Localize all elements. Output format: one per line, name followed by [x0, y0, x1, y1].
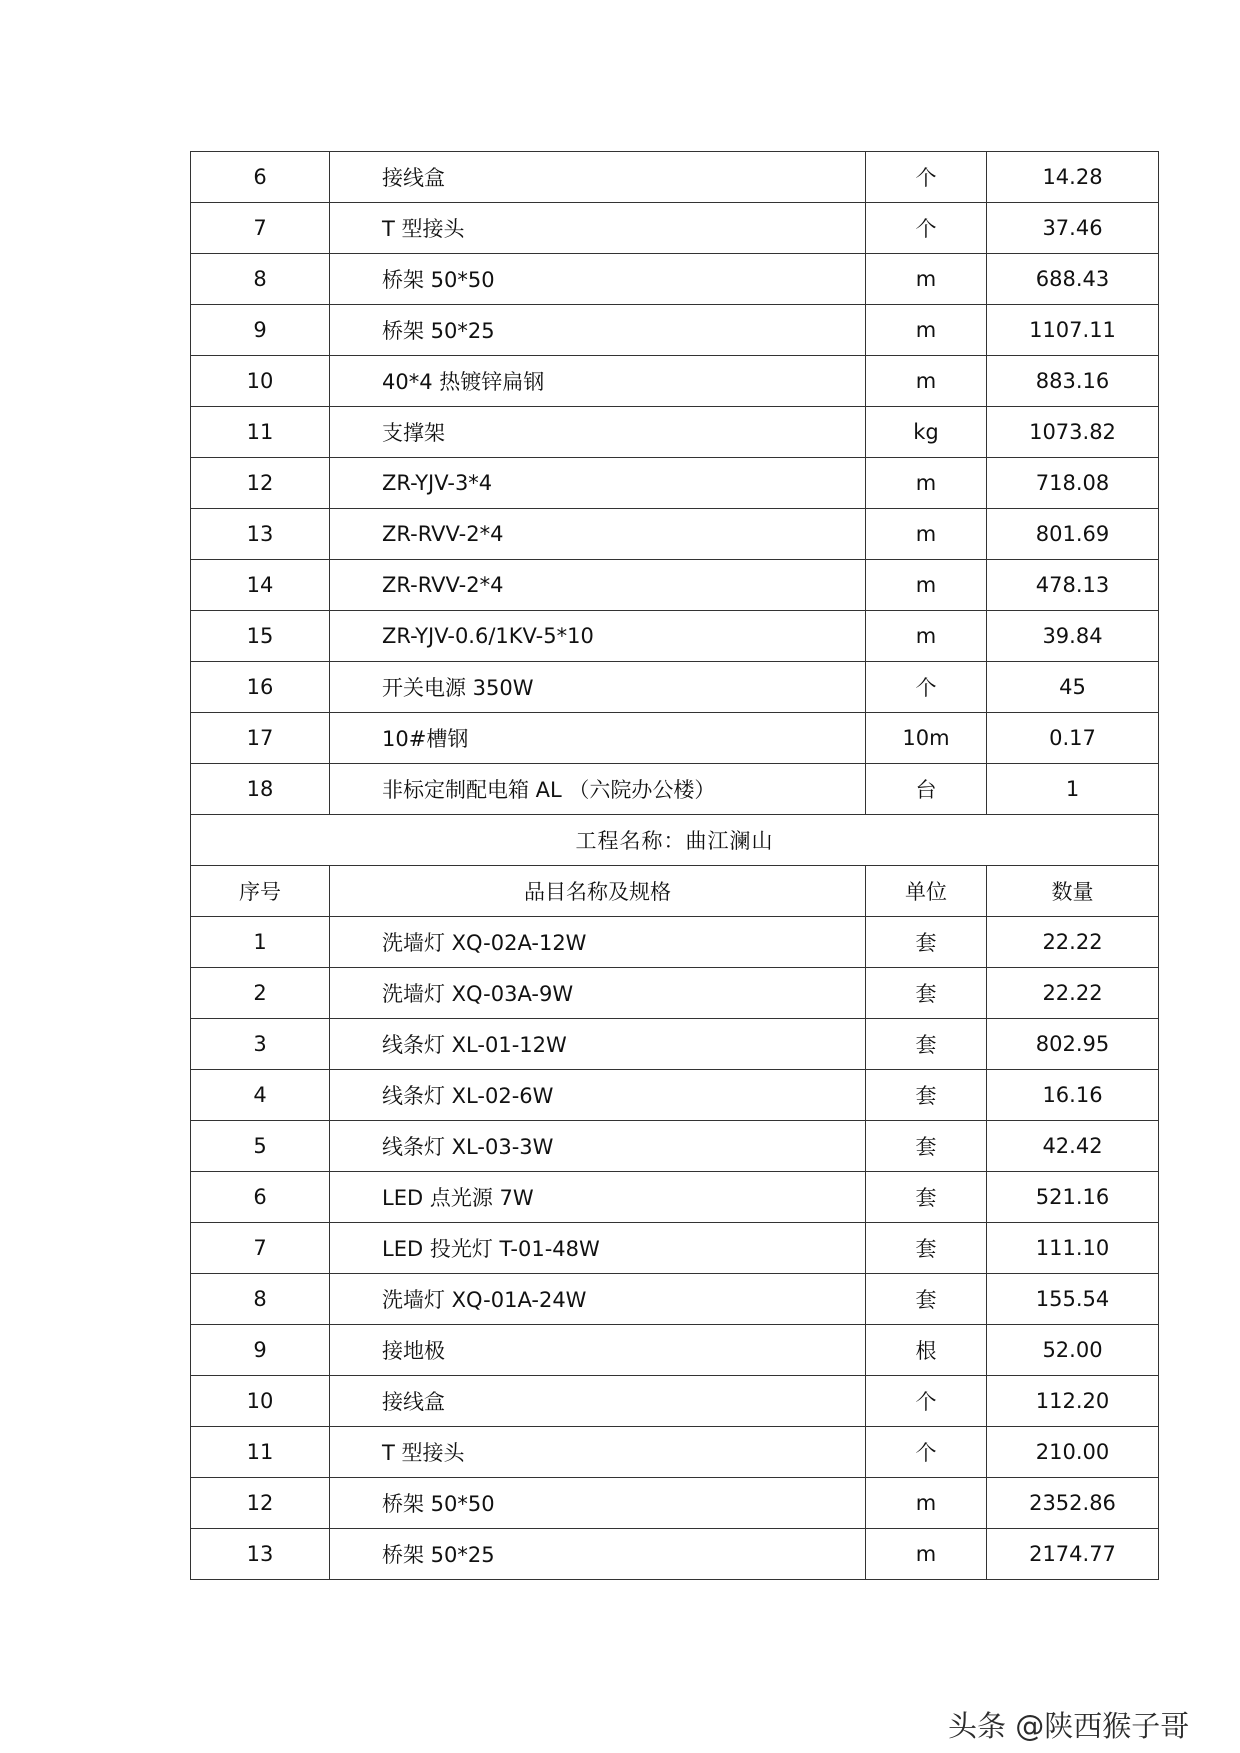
table-row	[191, 1427, 1159, 1478]
item-quantity: 111.10	[987, 1223, 1159, 1274]
item-unit: 套	[866, 1070, 987, 1121]
item-unit: m	[866, 458, 987, 509]
table-row	[191, 1019, 1159, 1070]
item-unit: 根	[866, 1325, 987, 1376]
item-quantity: 14.28	[987, 152, 1159, 203]
table-row	[191, 917, 1159, 968]
item-unit: 套	[866, 1223, 987, 1274]
item-unit: 套	[866, 1172, 987, 1223]
table-row	[191, 713, 1159, 764]
item-quantity: 801.69	[987, 509, 1159, 560]
row-number: 8	[191, 1274, 330, 1325]
item-unit: 10m	[866, 713, 987, 764]
item-name: 洗墙灯 XQ-02A-12W	[330, 917, 866, 968]
row-number: 14	[191, 560, 330, 611]
item-quantity: 521.16	[987, 1172, 1159, 1223]
item-quantity: 478.13	[987, 560, 1159, 611]
item-unit: m	[866, 560, 987, 611]
item-quantity: 22.22	[987, 917, 1159, 968]
row-number: 9	[191, 1325, 330, 1376]
item-quantity: 155.54	[987, 1274, 1159, 1325]
item-name: 10#槽钢	[330, 713, 866, 764]
row-number: 17	[191, 713, 330, 764]
table-row	[191, 1223, 1159, 1274]
item-unit: m	[866, 356, 987, 407]
item-unit: 个	[866, 662, 987, 713]
table-row	[191, 407, 1159, 458]
item-quantity: 883.16	[987, 356, 1159, 407]
table-row	[191, 611, 1159, 662]
row-number: 10	[191, 1376, 330, 1427]
item-unit: 个	[866, 152, 987, 203]
item-quantity: 112.20	[987, 1376, 1159, 1427]
item-unit: 套	[866, 1121, 987, 1172]
item-name: 桥架 50*25	[330, 1529, 866, 1580]
header-unit: 单位	[866, 866, 987, 917]
table-row	[191, 1529, 1159, 1580]
item-unit: 套	[866, 1019, 987, 1070]
item-name: ZR-YJV-0.6/1KV-5*10	[330, 611, 866, 662]
row-number: 2	[191, 968, 330, 1019]
item-name: 桥架 50*50	[330, 254, 866, 305]
row-number: 3	[191, 1019, 330, 1070]
item-unit: m	[866, 611, 987, 662]
header-quantity: 数量	[987, 866, 1159, 917]
table-row	[191, 968, 1159, 1019]
item-quantity: 0.17	[987, 713, 1159, 764]
row-number: 16	[191, 662, 330, 713]
item-quantity: 42.42	[987, 1121, 1159, 1172]
row-number: 8	[191, 254, 330, 305]
table-row	[191, 1274, 1159, 1325]
item-name: 线条灯 XL-03-3W	[330, 1121, 866, 1172]
item-name: 线条灯 XL-01-12W	[330, 1019, 866, 1070]
item-quantity: 1107.11	[987, 305, 1159, 356]
table-row	[191, 305, 1159, 356]
item-quantity: 1073.82	[987, 407, 1159, 458]
item-name: T 型接头	[330, 203, 866, 254]
item-quantity: 52.00	[987, 1325, 1159, 1376]
row-number: 12	[191, 458, 330, 509]
item-quantity: 16.16	[987, 1070, 1159, 1121]
row-number: 11	[191, 407, 330, 458]
item-quantity: 1	[987, 764, 1159, 815]
table-row	[191, 1376, 1159, 1427]
table-row	[191, 458, 1159, 509]
row-number: 18	[191, 764, 330, 815]
table-row	[191, 1172, 1159, 1223]
item-unit: m	[866, 1478, 987, 1529]
item-quantity: 718.08	[987, 458, 1159, 509]
item-unit: m	[866, 509, 987, 560]
item-unit: 套	[866, 917, 987, 968]
item-name: 桥架 50*25	[330, 305, 866, 356]
item-quantity: 2174.77	[987, 1529, 1159, 1580]
row-number: 15	[191, 611, 330, 662]
item-name: 40*4 热镀锌扁钢	[330, 356, 866, 407]
item-name: ZR-YJV-3*4	[330, 458, 866, 509]
item-unit: 个	[866, 1427, 987, 1478]
table-row	[191, 152, 1159, 203]
item-name: 桥架 50*50	[330, 1478, 866, 1529]
item-quantity: 210.00	[987, 1427, 1159, 1478]
item-name: 洗墙灯 XQ-03A-9W	[330, 968, 866, 1019]
row-number: 5	[191, 1121, 330, 1172]
project-name-title: 工程名称：曲江澜山	[191, 815, 1159, 866]
item-name: ZR-RVV-2*4	[330, 509, 866, 560]
item-name: 接地极	[330, 1325, 866, 1376]
materials-table-body	[191, 152, 1159, 1580]
table-row	[191, 1478, 1159, 1529]
row-number: 10	[191, 356, 330, 407]
item-name: 非标定制配电箱 AL （六院办公楼）	[330, 764, 866, 815]
header-item-name: 品目名称及规格	[330, 866, 866, 917]
table-row	[191, 764, 1159, 815]
item-unit: 个	[866, 1376, 987, 1427]
table-row	[191, 1121, 1159, 1172]
item-name: T 型接头	[330, 1427, 866, 1478]
table-row	[191, 1325, 1159, 1376]
item-quantity: 39.84	[987, 611, 1159, 662]
header-number: 序号	[191, 866, 330, 917]
item-unit: 个	[866, 203, 987, 254]
table-row	[191, 662, 1159, 713]
item-quantity: 688.43	[987, 254, 1159, 305]
item-name: LED 投光灯 T-01-48W	[330, 1223, 866, 1274]
item-name: 接线盒	[330, 1376, 866, 1427]
item-unit: m	[866, 305, 987, 356]
row-number: 9	[191, 305, 330, 356]
table-row	[191, 203, 1159, 254]
table-row	[191, 1070, 1159, 1121]
materials-table	[190, 151, 1159, 1580]
row-number: 1	[191, 917, 330, 968]
item-name: 开关电源 350W	[330, 662, 866, 713]
item-name: ZR-RVV-2*4	[330, 560, 866, 611]
item-quantity: 37.46	[987, 203, 1159, 254]
item-quantity: 45	[987, 662, 1159, 713]
item-quantity: 22.22	[987, 968, 1159, 1019]
item-name: 线条灯 XL-02-6W	[330, 1070, 866, 1121]
section-title-row	[191, 815, 1159, 866]
row-number: 13	[191, 509, 330, 560]
row-number: 7	[191, 1223, 330, 1274]
item-unit: 套	[866, 1274, 987, 1325]
table-row	[191, 254, 1159, 305]
row-number: 6	[191, 1172, 330, 1223]
row-number: 12	[191, 1478, 330, 1529]
item-unit: 套	[866, 968, 987, 1019]
row-number: 13	[191, 1529, 330, 1580]
item-name: 洗墙灯 XQ-01A-24W	[330, 1274, 866, 1325]
item-name: 接线盒	[330, 152, 866, 203]
item-quantity: 2352.86	[987, 1478, 1159, 1529]
table-row	[191, 560, 1159, 611]
table-header-row	[191, 866, 1159, 917]
item-name: LED 点光源 7W	[330, 1172, 866, 1223]
watermark: 头条 @陕西猴子哥	[948, 1709, 1190, 1743]
item-unit: m	[866, 254, 987, 305]
row-number: 11	[191, 1427, 330, 1478]
table-row	[191, 356, 1159, 407]
row-number: 7	[191, 203, 330, 254]
item-quantity: 802.95	[987, 1019, 1159, 1070]
row-number: 6	[191, 152, 330, 203]
table-row	[191, 509, 1159, 560]
item-unit: kg	[866, 407, 987, 458]
row-number: 4	[191, 1070, 330, 1121]
item-unit: m	[866, 1529, 987, 1580]
item-name: 支撑架	[330, 407, 866, 458]
item-unit: 台	[866, 764, 987, 815]
